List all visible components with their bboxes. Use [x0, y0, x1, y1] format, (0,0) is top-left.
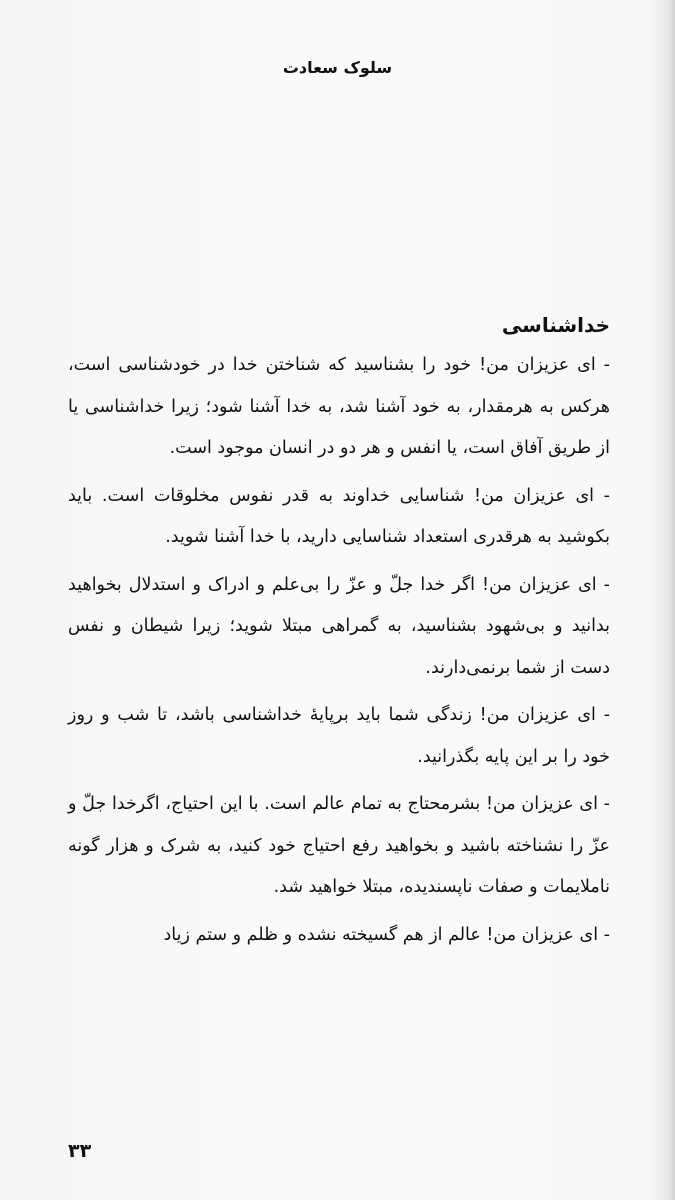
paragraph: - ای عزیزان من! زندگی شما باید برپایهٔ خداشناسی باشد، تا شب و روز خود را بر این پایه بگذرانید. [68, 705, 610, 767]
paragraph: - ای عزیزان من! بشرمحتاج به تمام عالم است. با این احتیاج، اگرخدا جلّ و عزّ را نشناخته باشید و بخواهید رفع احتیاج خود کنید، به شرک و هزار گونه ناملایمات و صفات ناپسندیده، مبتلا خواهید شد. [68, 794, 610, 897]
page-number: ۳۳ [68, 1140, 92, 1162]
paragraph: - ای عزیزان من! شناسایی خداوند به قدر نفوس مخلوقات است. باید بکوشید به هرقدری استعداد شناسایی دارید، با خدا آشنا شوید. [68, 485, 610, 547]
paragraph: - ای عزیزان من! عالم از هم گسیخته نشده و ظلم و ستم زیاد [163, 924, 610, 945]
page-body [68, 305, 610, 962]
paragraph: - ای عزیزان من! خود را بشناسید که شناختن خدا در خودشناسی است، هرکس به هرمقدار، به خود آشنا شد، به خدا آشنا شود؛ زیرا خداشناسی یا از طریق آفاق است، یا انفس و هر دو در انسان موجود است. [68, 355, 610, 458]
section-title: خداشناسی [501, 313, 610, 337]
paragraph: - ای عزیزان من! اگر خدا جلّ و عزّ را بی‌علم و ادراک و استدلال بخواهید بدانید و بی‌شهود بشناسید، به گمراهی مبتلا شوید؛ زیرا شیطان و نفس دست از شما برنمی‌دارند. [68, 574, 610, 678]
running-head: سلوک سعادت [282, 58, 393, 77]
